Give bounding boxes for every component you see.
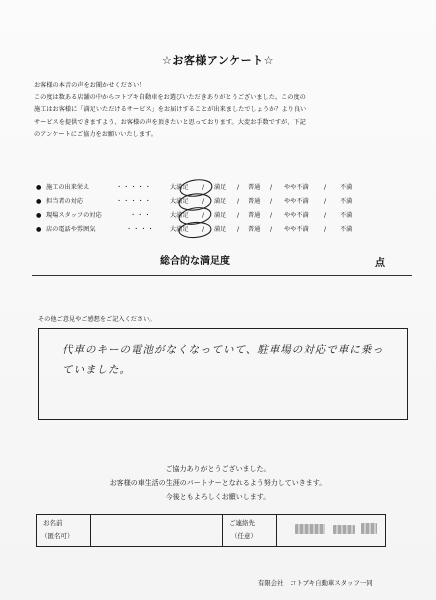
survey-form: ☆お客様アンケート☆ お客様の本音の声をお聞かせください！ この度は数ある店舗の中からコトブキ自動車をお選びいただきありがとうございました。この度の 施工はお客様に「満足いただけるサービス」をお届けすることが出来ましたでしょうか？より良い サービスを提供できますよう、お客様の声を頂きたいと思っております。大変お手数ですが、下記 のアンケートにご協力をお願いいたします。 ● 施工の出来栄え ・・・・・ 大満足 / 満足 / 普通 / やや不満 / 不満 ● 担当者の対応 ・・・・・ 大満足 / 満足 / 普通 / やや不満 / 不満 ● 現場スタッフの対応 ・・・ 大満足 / 満足 / 普通 / やや不満 / 不満 ● 店の電話や雰囲気 ・・・・ 大満足 / 満足 / 普通 / やや不満 / 不満 総合的な満足度 点 その他ご意見やご感想をご記入ください。 代車のキーの電池がなくなっていて、駐車場の対応で車に乗っていました。 ご協力ありがとうございました。 お客様の車生活の生涯のパートナーとなれるよう努力していきます。 今後ともよろしくお願いします。 お名前 （匿名可） ご連絡先 （任意） 有限会社 コトブキ自動車スタッフ一同 (0, 0, 436, 600)
leader-dots: ・・・ (130, 212, 152, 219)
handwritten-comment: 代車のキーの電池がなくなっていて、駐車場の対応で車に乗っていました。 (62, 344, 384, 376)
leader-dots: ・・・・・ (116, 198, 152, 205)
bullet: ● (36, 184, 42, 191)
contact-sublabel: （任意） (231, 532, 257, 540)
name-label: お名前 (43, 519, 63, 527)
contact-label-cell (223, 515, 277, 546)
option-dissatisfied[interactable]: 不満 (340, 184, 353, 191)
closing-line: ご協力ありがとうございました。 (165, 465, 271, 473)
option-very-satisfied[interactable]: 大満足 (170, 226, 189, 233)
overall-satisfaction-label: 総合的な満足度 (160, 256, 230, 267)
company-signature: 有限会社 コトブキ自動車スタッフ一同 (258, 579, 373, 587)
option-dissatisfied[interactable]: 不満 (340, 226, 353, 233)
option-satisfied[interactable]: 満足 (214, 198, 227, 205)
option-satisfied[interactable]: 満足 (214, 212, 227, 219)
intro-text (34, 80, 414, 141)
form-title: ☆お客様アンケート☆ (161, 54, 275, 67)
bullet: ● (36, 198, 42, 205)
bullet: ● (36, 226, 42, 233)
option-satisfied[interactable]: 満足 (214, 184, 227, 191)
selection-circle (179, 178, 213, 198)
contact-field[interactable] (277, 515, 385, 546)
option-somewhat-dissatisfied[interactable]: やや不満 (284, 198, 309, 205)
intro-line: 施工はお客様に「満足いただけるサービス」をお届けすることが出来ましたでしょうか？より良い (34, 106, 307, 114)
option-neutral[interactable]: 普通 (248, 226, 261, 233)
closing-line: 今後ともよろしくお願いします。 (165, 493, 271, 501)
leader-dots: ・・・・ (126, 226, 155, 233)
question-label: 現場スタッフの対応 (46, 212, 102, 219)
option-somewhat-dissatisfied[interactable]: やや不満 (284, 212, 309, 219)
summary-underline (32, 275, 412, 276)
intro-line: お客様の本音の声をお聞かせください！ (34, 82, 146, 89)
redacted-text (295, 524, 325, 534)
option-somewhat-dissatisfied[interactable]: やや不満 (284, 226, 309, 233)
name-label-cell (37, 515, 91, 546)
option-neutral[interactable]: 普通 (248, 184, 261, 191)
option-dissatisfied[interactable]: 不満 (340, 198, 353, 205)
closing-line: お客様の車生活の生涯のパートナーとなれるよう努力していきます。 (109, 479, 327, 487)
option-somewhat-dissatisfied[interactable]: やや不満 (284, 184, 309, 191)
question-label: 担当者の対応 (46, 198, 84, 205)
bullet: ● (36, 212, 42, 219)
intro-line: のアンケートにご協力をお願いいたします。 (34, 130, 157, 138)
leader-dots: ・・・・・ (116, 184, 152, 191)
option-neutral[interactable]: 普通 (248, 212, 261, 219)
points-unit: 点 (375, 258, 385, 269)
option-very-satisfied[interactable]: 大満足 (170, 212, 189, 219)
redacted-text (333, 525, 355, 534)
comment-prompt: その他ご意見やご感想をご記入ください。 (38, 316, 156, 323)
intro-line: この度は数ある店舗の中からコトブキ自動車をお選びいただきありがとうございました。この度の (34, 94, 306, 102)
contact-table (36, 514, 386, 547)
option-very-satisfied[interactable]: 大満足 (170, 198, 189, 205)
option-very-satisfied[interactable]: 大満足 (170, 184, 189, 191)
option-neutral[interactable]: 普通 (248, 198, 261, 205)
contact-label: ご連絡先 (229, 519, 255, 527)
intro-line: サービスを提供できますよう、お客様の声を頂きたいと思っております。大変お手数ですが、下記 (34, 118, 306, 126)
name-field[interactable] (91, 515, 223, 546)
option-satisfied[interactable]: 満足 (214, 226, 227, 233)
handwritten-circles (168, 170, 238, 242)
name-sublabel: （匿名可） (41, 532, 74, 540)
option-dissatisfied[interactable]: 不満 (340, 212, 353, 219)
question-label: 施工の出来栄え (46, 184, 90, 191)
redacted-text (361, 523, 377, 534)
question-label: 店の電話や雰囲気 (46, 226, 96, 233)
